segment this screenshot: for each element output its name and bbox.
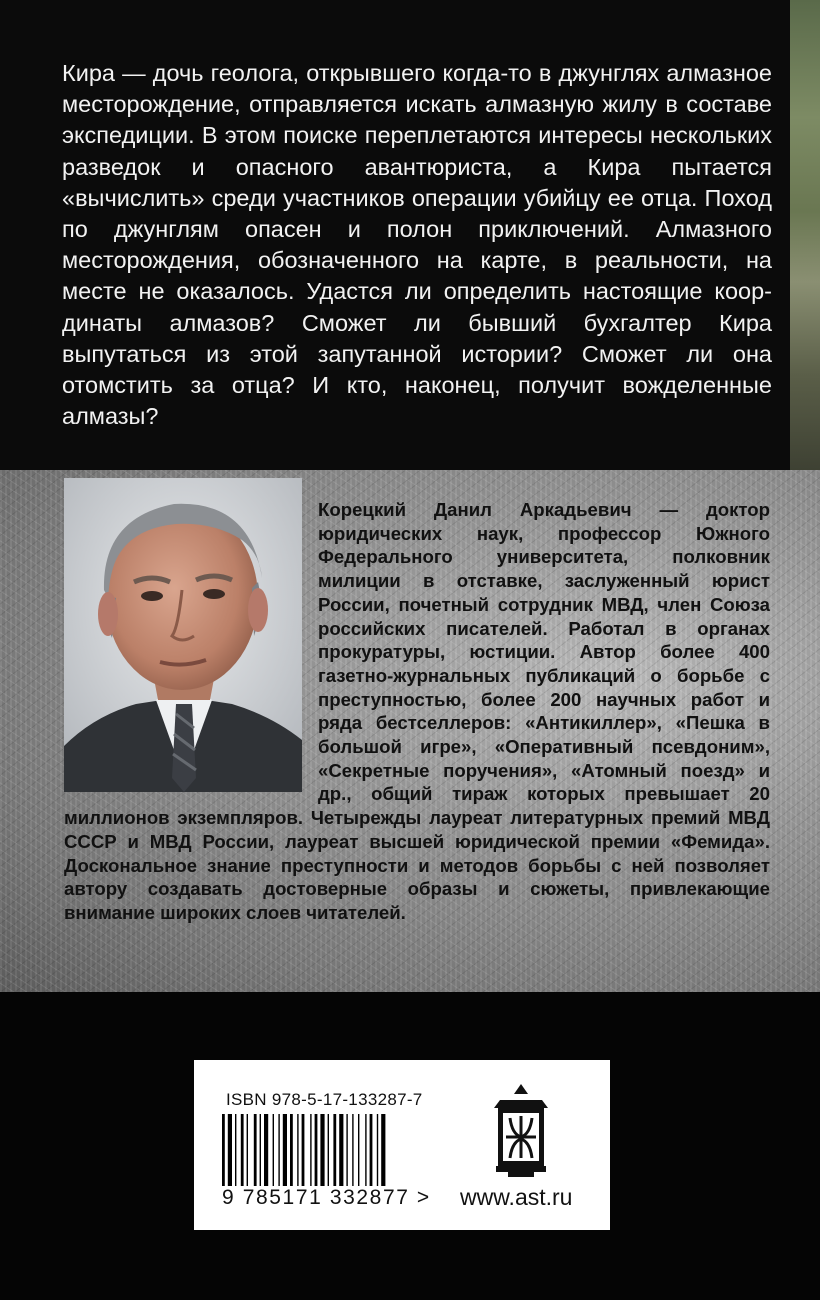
isbn-label: ISBN 978-5-17-133287-7 bbox=[226, 1090, 423, 1109]
author-biography-text: Корецкий Данил Аркадьевич — доктор юридических наук, профессор Южного Федерального университета, полковник милиции в отставке, заслуженный юрист России, почетный сотрудник МВД, член Союза российских писателей. Работал в органах прокуратуры, юстиции. Автор более 400 газетно-журнальных публикаций о борьбе с преступностью, более 200 научных работ и ряда бестселлеров: «Антикиллер», «Пешка в большой игре», «Оперативный псевдоним», «Секретные поручения», «Атомный поезд» и др., общий тираж которых превышает 20 миллионов экземпляров. Четырежды лауреат литературных премий МВД СССР и МВД России, лауреат высшей юридической премии «Фемида». Доскональное знание преступности и методов борьбы с ней позволяет автору создавать достоверные образы и сюжеты, привлекающие внимание широких слоев читателей. bbox=[64, 499, 770, 923]
lantern-zh-logo-icon bbox=[490, 1082, 552, 1178]
barcode-digits: 9 785171 332877 > bbox=[222, 1186, 431, 1209]
author-biography bbox=[64, 498, 770, 925]
publisher-url: www.ast.ru bbox=[460, 1184, 573, 1210]
barcode-box bbox=[194, 1060, 610, 1230]
cover-edge-artwork bbox=[790, 0, 820, 470]
book-synopsis: Кира — дочь геолога, открывшего когда-то в джунглях алмазное месторождение, отправляется искать алмазную жилу в составе экспедиции. В этом поиске переплетаются интересы нескольких разведок и опасного авантюриста, а Кира пытается «вычислить» среди участников операции убийцу ее отца. Поход по джунглям опасен и полон приключений. Алмазного месторождения, обозначенного на карте, в реальности, на месте не оказалось. Удастся ли определить настоящие координаты алмазов? Сможет ли бывший бухгалтер Кира выпутаться из этой запутанной истории? Сможет ли она отомстить за отца? И кто, наконец, получит вожделенные алмазы? bbox=[62, 60, 772, 430]
